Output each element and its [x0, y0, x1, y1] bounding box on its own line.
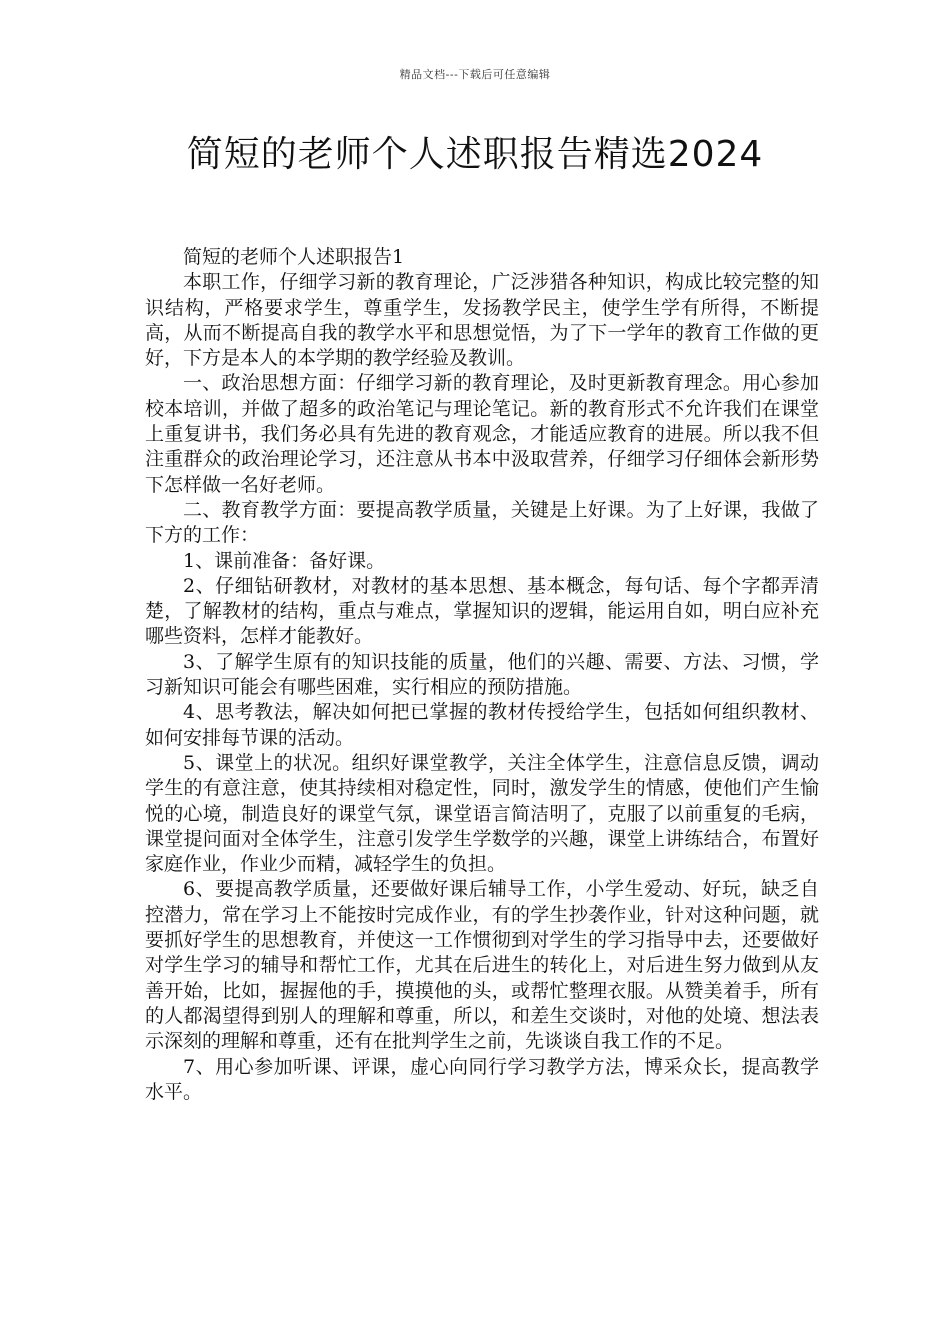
list-item-7: 7、用心参加听课、评课，虚心向同行学习教学方法，博采众长，提高教学水平。 [145, 1055, 819, 1103]
paragraph-teaching: 二、教育教学方面：要提高教学质量，关键是上好课。为了上好课，我做了下方的工作： [145, 498, 819, 547]
paragraph-political: 一、政治思想方面：仔细学习新的教育理论，及时更新教育理念。用心参加校本培训，并做了超多的政治笔记与理论笔记。新的教育形式不允许我们在课堂上重复讲书，我们务必具有先进的教育观念，才能适应教育的进展。所以我不但注重群众的政治理论学习，还注意从书本中汲取营养，仔细学习仔细体会新形势下怎样做一名好老师。 [145, 372, 819, 496]
section-heading: 简短的老师个人述职报告1 [183, 246, 405, 268]
list-item-5: 5、课堂上的状况。组织好课堂教学，关注全体学生，注意信息反馈，调动学生的有意注意，使其持续相对稳定性，同时，激发学生的情感，使他们产生愉悦的心境，制造良好的课堂气氛，课堂语言简洁明了，克服了以前重复的毛病，课堂提问面对全体学生，注意引发学生学数学的兴趣，课堂上讲练结合，布置好家庭作业，作业少而精，减轻学生的负担。 [145, 751, 819, 876]
list-item-6: 6、要提高教学质量，还要做好课后辅导工作，小学生爱动、好玩，缺乏自控潜力，常在学习上不能按时完成作业，有的学生抄袭作业，针对这种问题，就要抓好学生的思想教育，并使这一工作惯彻到对学生的学习指导中去，还要做好对学生学习的辅导和帮忙工作，尤其在后进生的转化上，对后进生努力做到从友善开始，比如，握握他的手，摸摸他的头，或帮忙整理衣服。从赞美着手，所有的人都渴望得到别人的理解和尊重，所以，和差生交谈时，对他的处境、想法表示深刻的理解和尊重，还有在批判学生之前，先谈谈自我工作的不足。 [145, 878, 819, 1053]
document-body [145, 245, 819, 1105]
list-item-1: 1、课前准备：备好课。 [183, 549, 386, 572]
paragraph-intro: 本职工作，仔细学习新的教育理论，广泛涉猎各种知识，构成比较完整的知识结构，严格要求学生，尊重学生，发扬教学民主，使学生学有所得，不断提高，从而不断提高自我的教学水平和思想觉悟，为了下一学年的教育工作做的更好，下方是本人的本学期的教学经验及教训。 [145, 271, 819, 370]
document-title: 简短的老师个人述职报告精选2024 [186, 134, 764, 175]
list-item-3: 3、了解学生原有的知识技能的质量，他们的兴趣、需要、方法、习惯，学习新知识可能会有哪些困难，实行相应的预防措施。 [145, 650, 819, 699]
list-item-4: 4、思考教法，解决如何把已掌握的教材传授给学生，包括如何组织教材、如何安排每节课的活动。 [145, 701, 819, 749]
list-item-2: 2、仔细钻研教材，对教材的基本思想、基本概念，每句话、每个字都弄清楚，了解教材的结构，重点与难点，掌握知识的逻辑，能运用自如，明白应补充哪些资料，怎样才能教好。 [145, 574, 819, 648]
header-note: 精品文档---下载后可任意编辑 [399, 68, 551, 81]
